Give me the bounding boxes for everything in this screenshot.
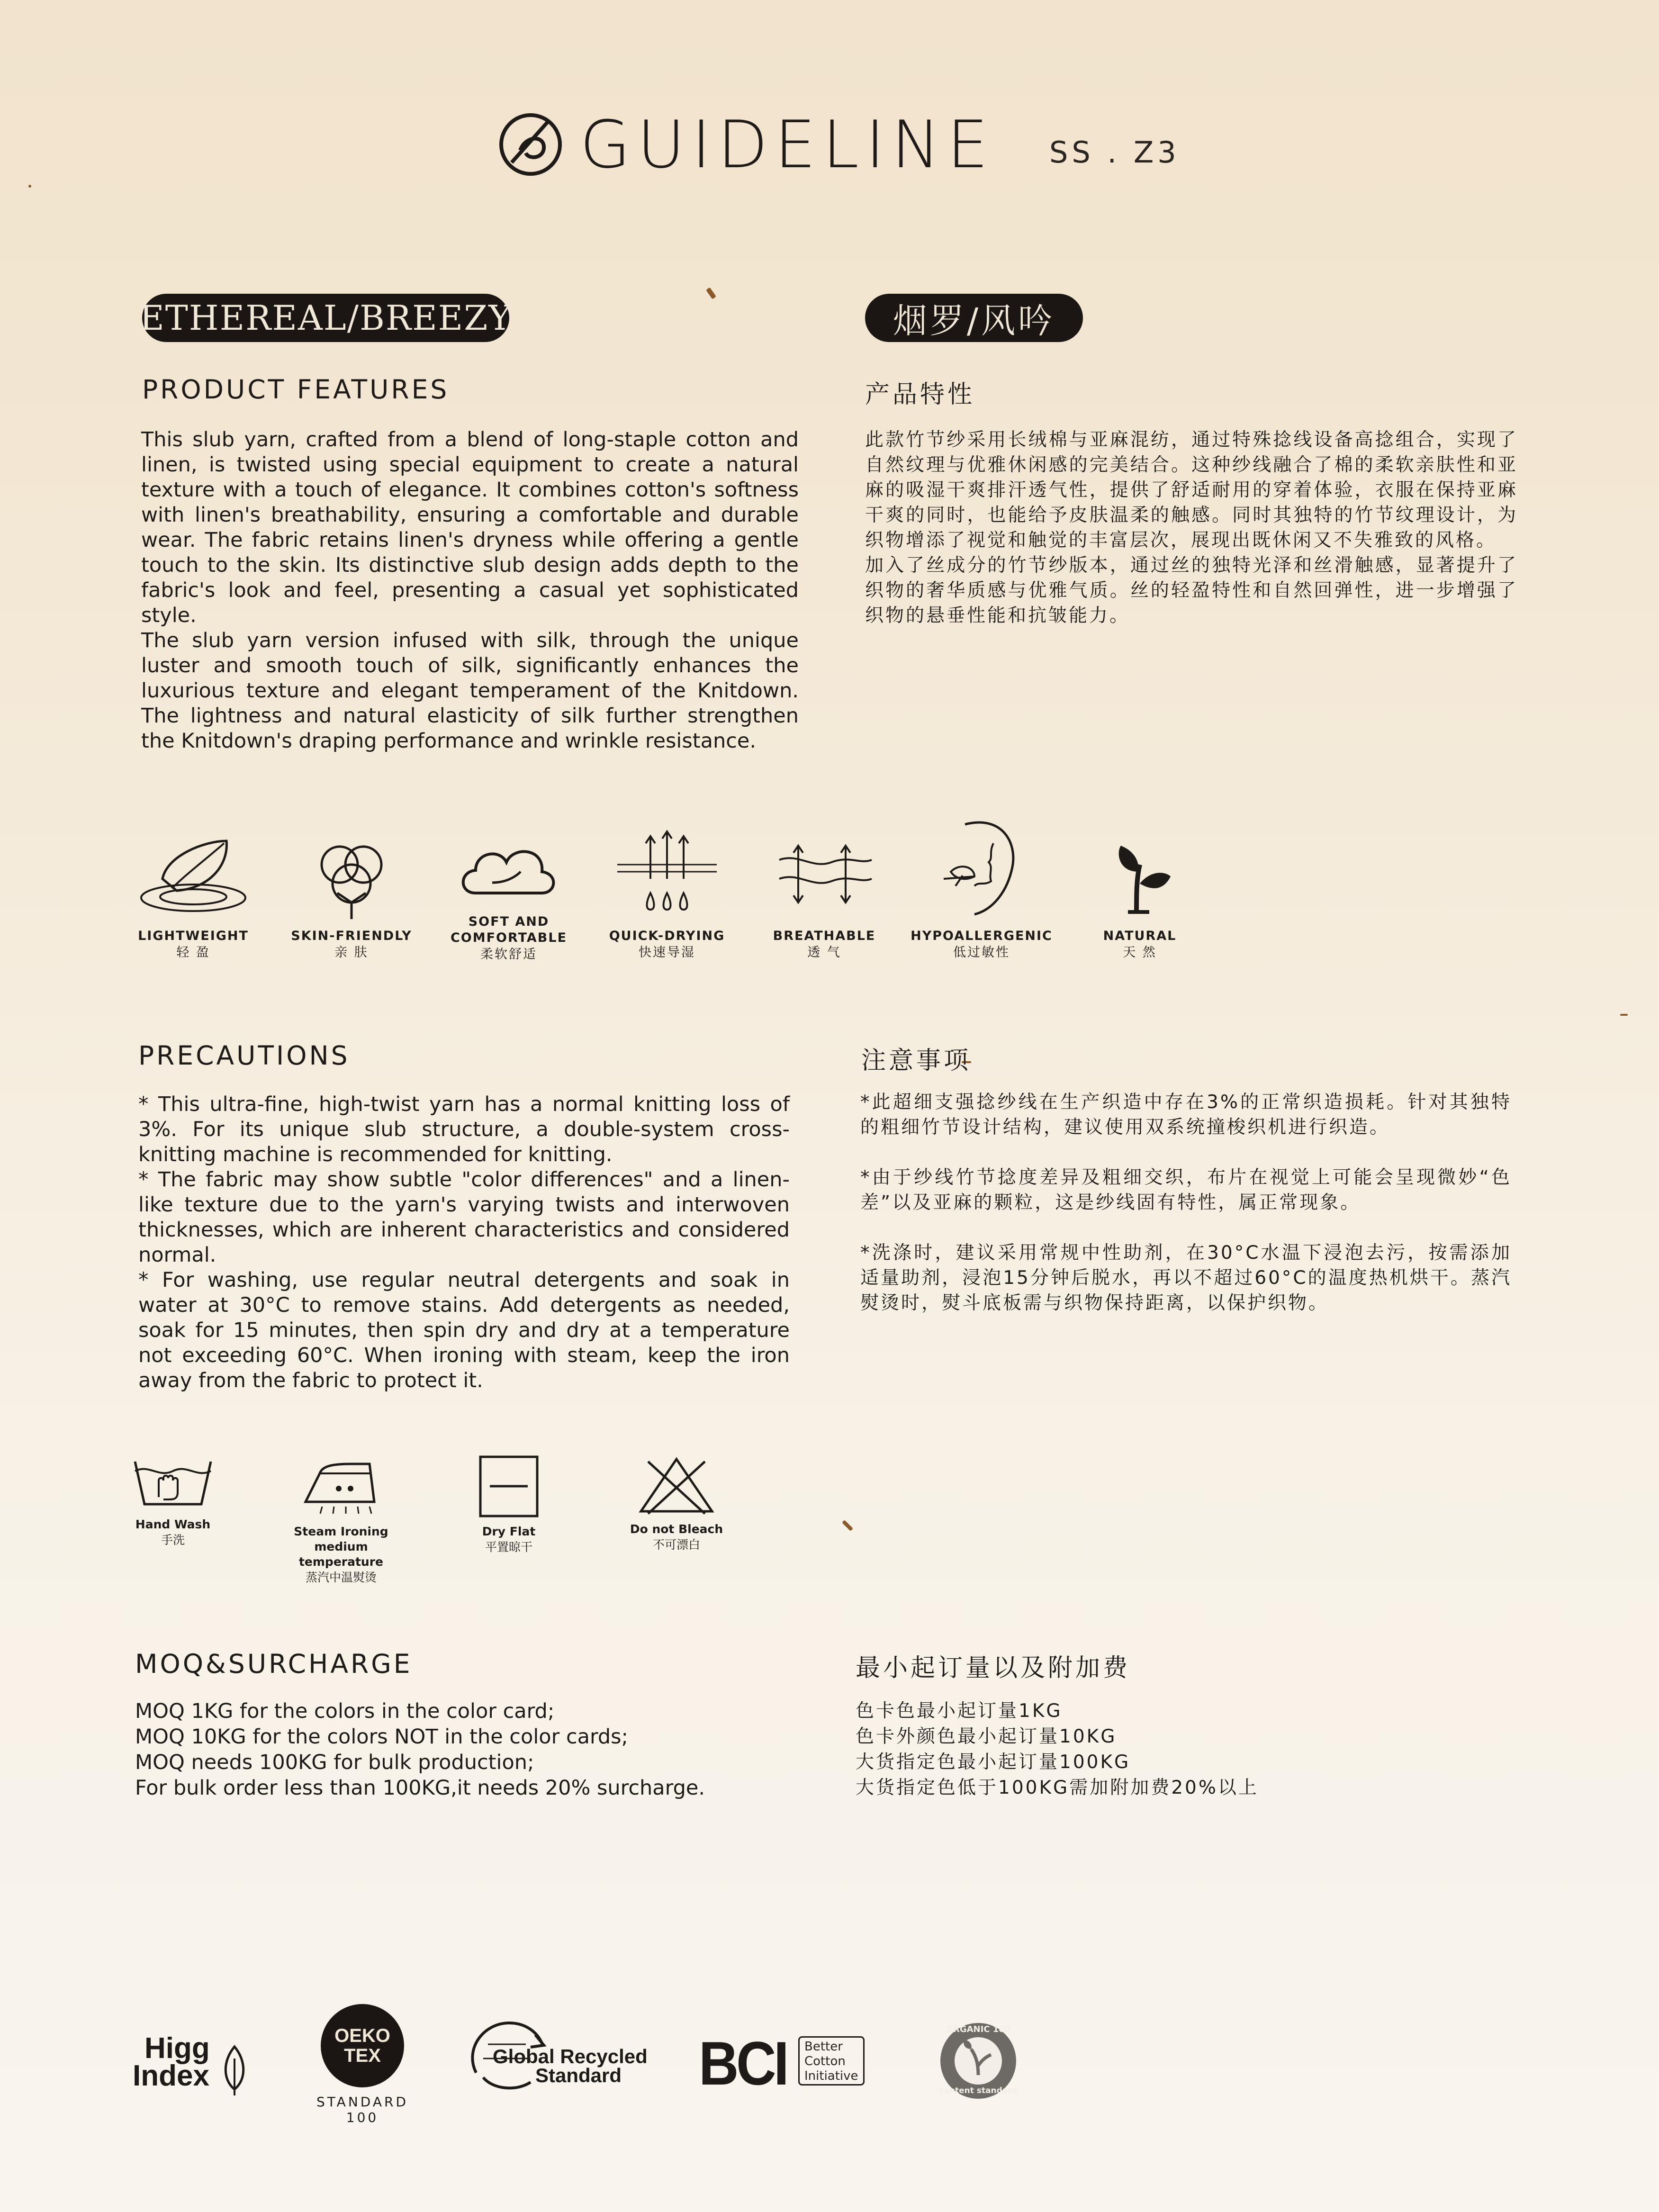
care-no-bleach	[605, 1454, 748, 1553]
moq-title-cn: 最小起订量以及附加费	[856, 1654, 1131, 1682]
feature-skin-friendly	[280, 827, 423, 961]
bci-text: BCI	[699, 2029, 787, 2098]
moq-line: MOQ 10KG for the colors NOT in the color cards;	[135, 1725, 629, 1749]
sprout-icon	[1081, 827, 1199, 921]
product-features-title-cn: 产品特性	[865, 380, 975, 409]
moq-line: MOQ needs 100KG for bulk production;	[135, 1751, 534, 1774]
feature-lightweight	[122, 827, 264, 961]
brand-logo	[493, 102, 995, 187]
ocs-bottom-text: content standard	[939, 2086, 1018, 2095]
precautions-title-cn: 注意事项	[861, 1047, 972, 1075]
feature-label-cn: 天 然	[1123, 945, 1157, 960]
label-line: Steam Ironing	[294, 1525, 388, 1538]
moq-lines-cn	[856, 1698, 1259, 1801]
care-label-cn: 手洗	[161, 1533, 185, 1547]
higg-text: Higg	[144, 2032, 210, 2065]
label-line: COMFORTABLE	[450, 930, 568, 945]
face-with-leaf-icon	[922, 815, 1041, 921]
feature-label-cn: 轻 盈	[176, 945, 210, 960]
care-label-cn: 不可漂白	[652, 1538, 700, 1552]
index-text: Index	[133, 2059, 209, 2092]
feature-quick-drying	[596, 827, 738, 961]
moq-line: 色卡色最小起订量1KG	[856, 1700, 1063, 1722]
cloud-icon	[450, 827, 568, 907]
standard-number: 100	[346, 2110, 379, 2125]
feature-hypoallergenic	[911, 815, 1053, 961]
care-label-en	[270, 1524, 412, 1570]
precaution-item: *此超细支强捻纱线在生产织造中存在3%的正常织造损耗。针对其独特的粗细竹节设计结构，建议使用双系统撞梭织机进行织造。	[860, 1092, 1512, 1138]
bci-line: Initiative	[804, 2069, 858, 2083]
feature-label-en: SKIN-FRIENDLY	[291, 929, 412, 943]
feature-label-cn: 快速导湿	[639, 945, 695, 960]
precaution-item: *由于纱线竹节捻度差异及粗细交织，布片在视觉上可能会呈现微妙“色差”以及亚麻的颗粒，这是纱线固有特性，属正常现象。	[860, 1167, 1512, 1213]
care-steam-iron	[270, 1454, 412, 1586]
collection-name-cn: 烟罗/风吟	[865, 294, 1083, 342]
feature-natural	[1069, 827, 1211, 961]
evaporation-drops-icon	[608, 827, 726, 921]
paragraph: 此款竹节纱采用长绒棉与亚麻混纺，通过特殊捻线设备高捻组合，实现了自然纹理与优雅休闲感的完美结合。这种纱线融合了棉的柔软亲肤性和亚麻的吸湿干爽排汗透气性，提供了舒适耐用的穿着体验，衣服在保持亚麻干爽的同时，也能给予皮肤温柔的触感。同时其独特的竹节纹理设计，为织物增添了视觉和触觉的丰富层次，展现出既休闲又不失雅致的风格。	[865, 429, 1518, 551]
paper-speck	[28, 185, 31, 188]
precaution-item: * For washing, use regular neutral detergents and soak in water at 30°C to remove stains. Add detergents as needed, soak for 15 minutes, then spin dry and dry at a temperature not exceeding 60°C. When ironing with steam, keep the iron away from the fabric to protect it.	[138, 1268, 790, 1392]
feature-label-en: HYPOALLERGENIC	[911, 929, 1053, 943]
product-features-title-en: PRODUCT FEATURES	[142, 374, 450, 405]
oeko-text: OEKO	[334, 2025, 390, 2046]
precautions-title-en: PRECAUTIONS	[138, 1040, 350, 1071]
grs-line-2: Standard	[535, 2064, 622, 2086]
collection-name-en: ETHEREAL/BREEZY	[142, 294, 509, 342]
care-label-en: Hand Wash	[135, 1517, 211, 1531]
organic-content-standard-logo	[938, 2021, 1019, 2101]
precautions-text-en	[138, 1092, 790, 1393]
precaution-item: * The fabric may show subtle "color differences" and a linen-like texture due to the yarn's varying twists and interwoven thicknesses, which are inherent characteristics and considered normal.	[138, 1168, 790, 1267]
feature-breathable	[753, 827, 895, 961]
care-label-en: Dry Flat	[482, 1525, 536, 1538]
moq-line: 大货指定色最小起订量100KG	[856, 1752, 1131, 1773]
product-features-text-cn	[865, 427, 1518, 628]
label-line: medium temperature	[298, 1540, 384, 1569]
paper-speck	[1620, 1014, 1628, 1016]
cotton-boll-icon	[292, 827, 411, 921]
label-line: SOFT AND	[468, 914, 550, 929]
feature-label-en	[438, 914, 580, 946]
precaution-item: * This ultra-fine, high-twist yarn has a normal knitting loss of 3%. For its unique slub structure, a double-system cross-knitting machine is recommended for knitting.	[138, 1092, 790, 1166]
paragraph: This slub yarn, crafted from a blend of long-staple cotton and linen, is twisted using special equipment to create a natural texture with a touch of elegance. It combines cotton's softness with linen's breathability, ensuring a comfortable and durable wear. The fabric retains linen's dryness while offering a gentle touch to the skin. Its distinctive slub design adds depth to the fabric's look and feel, presenting a casual yet sophisticated style.	[141, 428, 799, 627]
bci-line: Better	[804, 2040, 843, 2054]
airflow-arrows-icon	[765, 827, 884, 921]
feature-label-cn: 亲 肤	[334, 945, 369, 960]
feature-label-en: BREATHABLE	[773, 929, 876, 943]
standard-text: STANDARD	[316, 2094, 409, 2110]
leaf-icon	[220, 2044, 249, 2096]
care-hand-wash	[102, 1454, 244, 1548]
brand-name: GUIDELINE	[580, 106, 995, 183]
paragraph: The slub yarn version infused with silk, through the unique luster and smooth touch of silk, significantly enhances the luxurious texture and elegant temperament of the Knitdown. The lightness and natural elasticity of silk further strengthen the Knitdown's draping performance and wrinkle resistance.	[141, 629, 799, 753]
feather-on-water-icon	[134, 827, 252, 921]
dry-flat-icon	[476, 1454, 542, 1518]
hand-wash-icon	[130, 1454, 216, 1511]
feature-soft-comfortable	[438, 827, 580, 963]
feature-label-en: QUICK-DRYING	[609, 929, 725, 943]
moq-lines-en	[135, 1698, 705, 1801]
care-label-en: Do not Bleach	[630, 1522, 723, 1536]
precaution-item: *洗涤时，建议采用常规中性助剂，在30°C水温下浸泡去污，按需添加适量助剂，浸泡15分钟后脱水，再以不超过60°C的温度热机烘干。蒸汽熨烫时，熨斗底板需与织物保持距离，以保护织物。	[860, 1242, 1512, 1314]
ocs-top-text: ORGANIC 100	[946, 2024, 1011, 2034]
moq-line: 大货指定色低于100KG需加附加费20%以上	[856, 1777, 1259, 1798]
grs-line-1: Global Recycled	[493, 2045, 648, 2068]
tex-text: TEX	[344, 2045, 381, 2066]
paper-speck	[706, 287, 716, 299]
moq-line: For bulk order less than 100KG,it needs 20% surcharge.	[135, 1776, 705, 1800]
care-label-cn: 平置晾干	[485, 1540, 532, 1554]
moq-title-en: MOQ&SURCHARGE	[135, 1649, 413, 1679]
product-features-text-en	[141, 427, 799, 754]
care-dry-flat	[438, 1454, 580, 1555]
oeko-tex-logo	[315, 2004, 410, 2132]
global-recycled-standard-logo	[464, 2016, 649, 2099]
stylized-g-logo-icon	[493, 107, 568, 182]
moq-line: 色卡外颜色最小起订量10KG	[856, 1726, 1117, 1747]
steam-iron-icon	[298, 1454, 384, 1518]
moq-line: MOQ 1KG for the colors in the color card;	[135, 1699, 555, 1723]
feature-label-en: LIGHTWEIGHT	[138, 929, 249, 943]
paragraph: 加入了丝成分的竹节纱版本，通过丝的独特光泽和丝滑触感，显著提升了织物的奢华质感与优雅气质。丝的轻盈特性和自然回弹性，进一步增强了织物的悬垂性能和抗皱能力。	[865, 555, 1518, 626]
bci-line: Cotton	[804, 2054, 846, 2068]
season-code: SS . Z3	[1049, 135, 1180, 170]
bci-subtext	[798, 2036, 865, 2086]
higg-index-logo	[130, 2032, 258, 2106]
feature-label-cn: 低过敏性	[953, 945, 1010, 960]
precautions-text-cn	[860, 1090, 1512, 1316]
feature-label-cn: 透 气	[807, 945, 841, 960]
bci-logo	[699, 2029, 874, 2099]
do-not-bleach-icon	[634, 1454, 719, 1516]
feature-label-en: NATURAL	[1103, 929, 1177, 943]
feature-label-cn: 柔软舒适	[480, 947, 537, 962]
care-label-cn: 蒸汽中温熨烫	[305, 1571, 377, 1584]
paper-speck	[842, 1520, 853, 1531]
